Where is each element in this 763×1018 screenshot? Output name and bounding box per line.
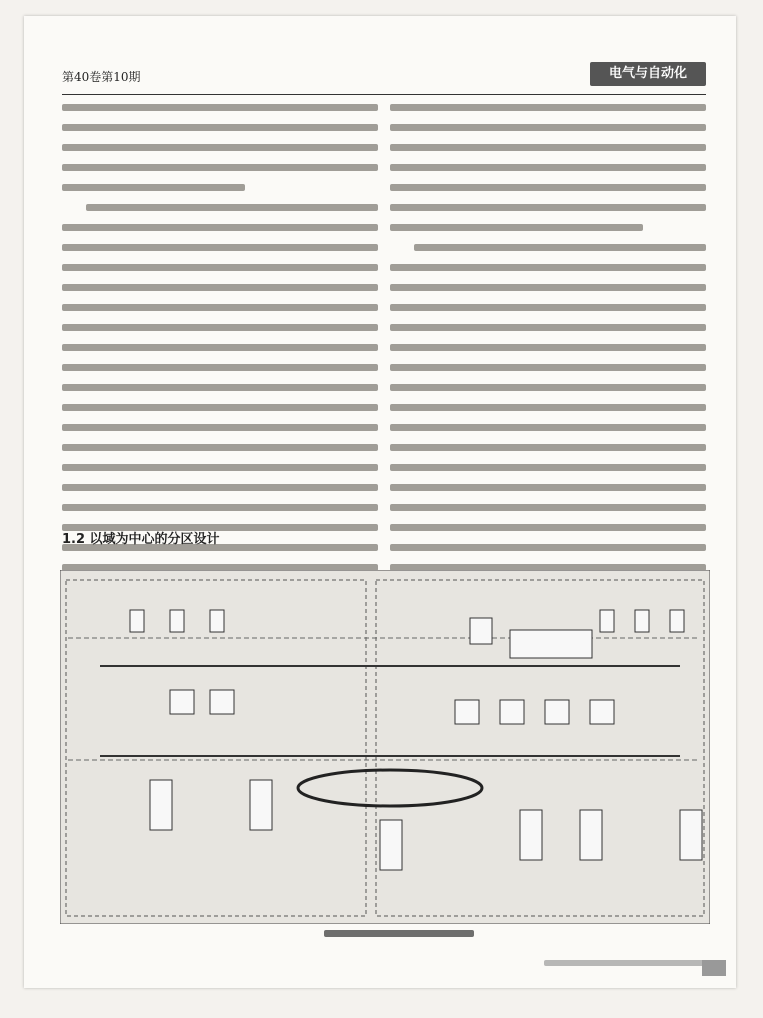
text-line <box>62 424 378 431</box>
text-line <box>390 404 706 411</box>
text-line <box>390 444 706 451</box>
text-line <box>390 124 706 131</box>
text-line <box>544 960 704 966</box>
text-line <box>62 484 378 491</box>
page <box>24 16 736 988</box>
text-line <box>62 264 378 271</box>
volume-issue: 第40卷第10期 <box>62 70 141 84</box>
text-line <box>62 144 378 151</box>
text-line <box>62 504 378 511</box>
page-header <box>62 58 706 95</box>
text-line <box>62 464 378 471</box>
text-line <box>390 424 706 431</box>
text-line <box>390 144 706 151</box>
text-line <box>62 444 378 451</box>
text-line <box>62 244 378 251</box>
text-line <box>390 384 706 391</box>
journal-badge: 电气与自动化 <box>590 62 706 86</box>
text-line <box>390 324 706 331</box>
text-line <box>62 404 378 411</box>
text-line <box>390 304 706 311</box>
text-line <box>62 344 378 351</box>
text-line <box>62 224 378 231</box>
text-line <box>62 164 378 171</box>
text-line <box>390 264 706 271</box>
text-line <box>62 184 245 191</box>
text-line <box>390 104 706 111</box>
text-line <box>390 284 706 291</box>
text-line <box>390 484 706 491</box>
section-heading: 1.2 以域为中心的分区设计 <box>62 532 220 547</box>
text-line <box>62 104 378 111</box>
text-line <box>62 284 378 291</box>
text-line <box>390 504 706 511</box>
text-line <box>390 224 643 231</box>
text-line <box>390 204 706 211</box>
system-architecture-figure <box>60 570 710 924</box>
text-line <box>390 524 706 531</box>
text-line <box>390 184 706 191</box>
text-line <box>390 344 706 351</box>
text-line <box>62 304 378 311</box>
text-line <box>390 464 706 471</box>
page-footer <box>544 960 704 979</box>
text-line <box>390 544 706 551</box>
text-line <box>86 204 378 211</box>
page-number <box>702 960 726 976</box>
figure-caption <box>324 930 474 950</box>
text-line <box>390 164 706 171</box>
text-line <box>324 930 474 937</box>
text-line <box>62 324 378 331</box>
text-line <box>62 124 378 131</box>
text-line <box>414 244 706 251</box>
text-line <box>390 364 706 371</box>
text-line <box>62 364 378 371</box>
text-line <box>62 384 378 391</box>
